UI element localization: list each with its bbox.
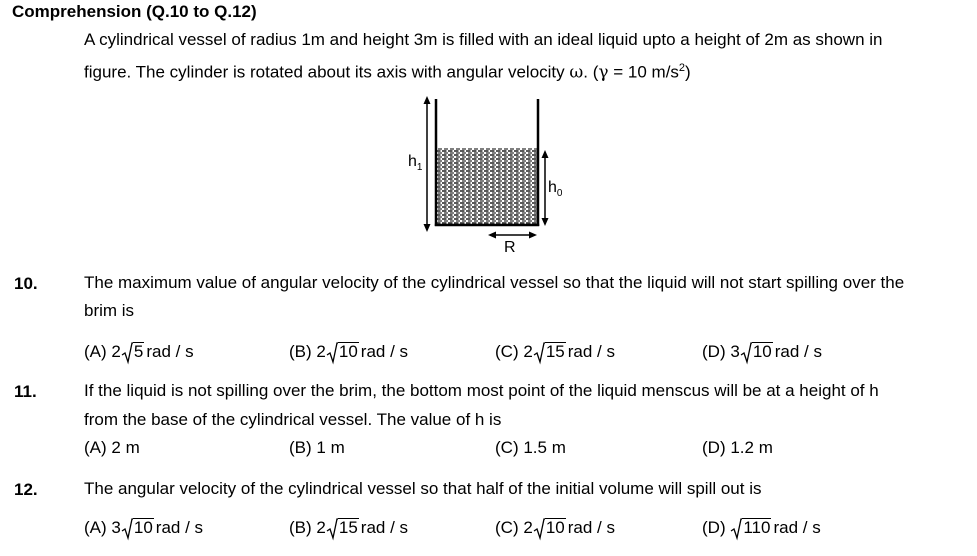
r-arrow-head-left: [488, 232, 496, 239]
question-11-number: 11.: [14, 382, 37, 401]
cylinder-figure: [400, 94, 563, 258]
question-10-option-a[interactable]: [84, 342, 194, 362]
sqrt-symbol: 15: [327, 518, 359, 538]
sqrt-symbol: 10: [327, 342, 359, 362]
option-unit: rad / s: [567, 518, 615, 537]
question-11-option-d[interactable]: [702, 438, 773, 458]
question-12-number: 12.: [14, 480, 38, 499]
h1-arrow-head-bottom: [424, 224, 431, 232]
option-coef: 2: [523, 518, 533, 537]
passage-line-1: A cylindrical vessel of radius 1m and height 3m is filled with an ideal liquid upto a height of 2m as shown in: [84, 30, 883, 49]
passage-text-d: ): [685, 62, 691, 82]
option-unit: rad / s: [360, 518, 409, 537]
passage-text-b: . (: [583, 62, 599, 82]
option-label: (C): [495, 518, 519, 537]
question-12-option-a[interactable]: [84, 518, 203, 538]
h1-label: $h_1$: [408, 153, 423, 173]
exponent: 2: [678, 62, 686, 74]
option-label: (B): [289, 518, 312, 537]
question-11-text-line-1: If the liquid is not spilling over the brim, the bottom most point of the liquid menscus will be at a height of h: [84, 381, 879, 400]
h0-label: $h_0$: [548, 179, 563, 199]
option-value: 1 m: [316, 438, 345, 457]
h1-arrow-head-top: [424, 96, 431, 104]
option-label: (C): [495, 438, 519, 457]
question-12-option-d[interactable]: [702, 518, 821, 538]
option-label: (C): [495, 342, 519, 361]
sqrt-symbol: 10: [741, 342, 773, 362]
sqrt-symbol: 5: [122, 342, 144, 362]
option-unit: rad / s: [146, 342, 194, 361]
question-10-option-d[interactable]: [702, 342, 822, 362]
question-10-option-b[interactable]: [289, 342, 408, 362]
gamma-symbol: γ: [598, 62, 609, 83]
comprehension-heading: Comprehension (Q.10 to Q.12): [12, 2, 257, 21]
passage-line-2: [84, 54, 691, 87]
option-label: (B): [289, 438, 312, 457]
h0-arrow-head-bottom: [542, 218, 549, 226]
option-coef: 3: [730, 342, 740, 361]
option-label: (A): [84, 342, 107, 361]
question-10-text-line-1: The maximum value of angular velocity of the cylindrical vessel so that the liquid will not start spilling over the: [84, 273, 905, 292]
option-coef: 2: [111, 342, 121, 361]
r-arrow-head-right: [529, 232, 537, 239]
option-value: 2 m: [111, 438, 140, 457]
question-12-text-line-1: The angular velocity of the cylindrical vessel so that half of the initial volume will spill out is: [84, 479, 762, 498]
sqrt-symbol: 110: [731, 518, 771, 538]
r-label: R: [504, 239, 516, 256]
passage-text-a: figure. The cylinder is rotated about its axis with angular velocity: [84, 62, 570, 82]
sqrt-symbol: 15: [534, 342, 566, 362]
question-10-text-line-2: brim is: [84, 301, 135, 320]
question-12-option-b[interactable]: [289, 518, 408, 538]
question-10-number: 10.: [14, 274, 38, 293]
option-label: (D): [702, 438, 726, 457]
sqrt-symbol: 10: [534, 518, 566, 538]
option-unit: rad / s: [774, 342, 822, 361]
option-coef: 2: [316, 518, 326, 537]
option-coef: 2: [523, 342, 533, 361]
question-11-option-c[interactable]: [495, 438, 566, 458]
question-11-option-b[interactable]: [289, 438, 345, 458]
option-unit: rad / s: [567, 342, 615, 361]
option-coef: 2: [316, 342, 326, 361]
omega-symbol: ω: [569, 62, 584, 83]
option-value: 1.2 m: [730, 438, 773, 457]
option-label: (D): [702, 342, 726, 361]
option-coef: 3: [111, 518, 121, 537]
question-11-text-line-2: from the base of the cylindrical vessel. The value of h is: [84, 410, 502, 429]
sqrt-symbol: 10: [122, 518, 154, 538]
option-label: (A): [84, 438, 107, 457]
question-10-option-c[interactable]: [495, 342, 615, 362]
option-unit: rad / s: [155, 518, 204, 537]
h0-arrow-head-top: [542, 150, 549, 158]
option-unit: rad / s: [360, 342, 409, 361]
question-11-option-a[interactable]: [84, 438, 140, 458]
option-value: 1.5 m: [523, 438, 566, 457]
option-label: (D): [702, 518, 726, 537]
option-label: (A): [84, 518, 107, 537]
liquid-fill: [437, 148, 537, 224]
option-unit: rad / s: [773, 518, 821, 537]
option-label: (B): [289, 342, 312, 361]
question-12-option-c[interactable]: [495, 518, 615, 538]
passage-text-c: = 10 m/s: [608, 62, 679, 82]
